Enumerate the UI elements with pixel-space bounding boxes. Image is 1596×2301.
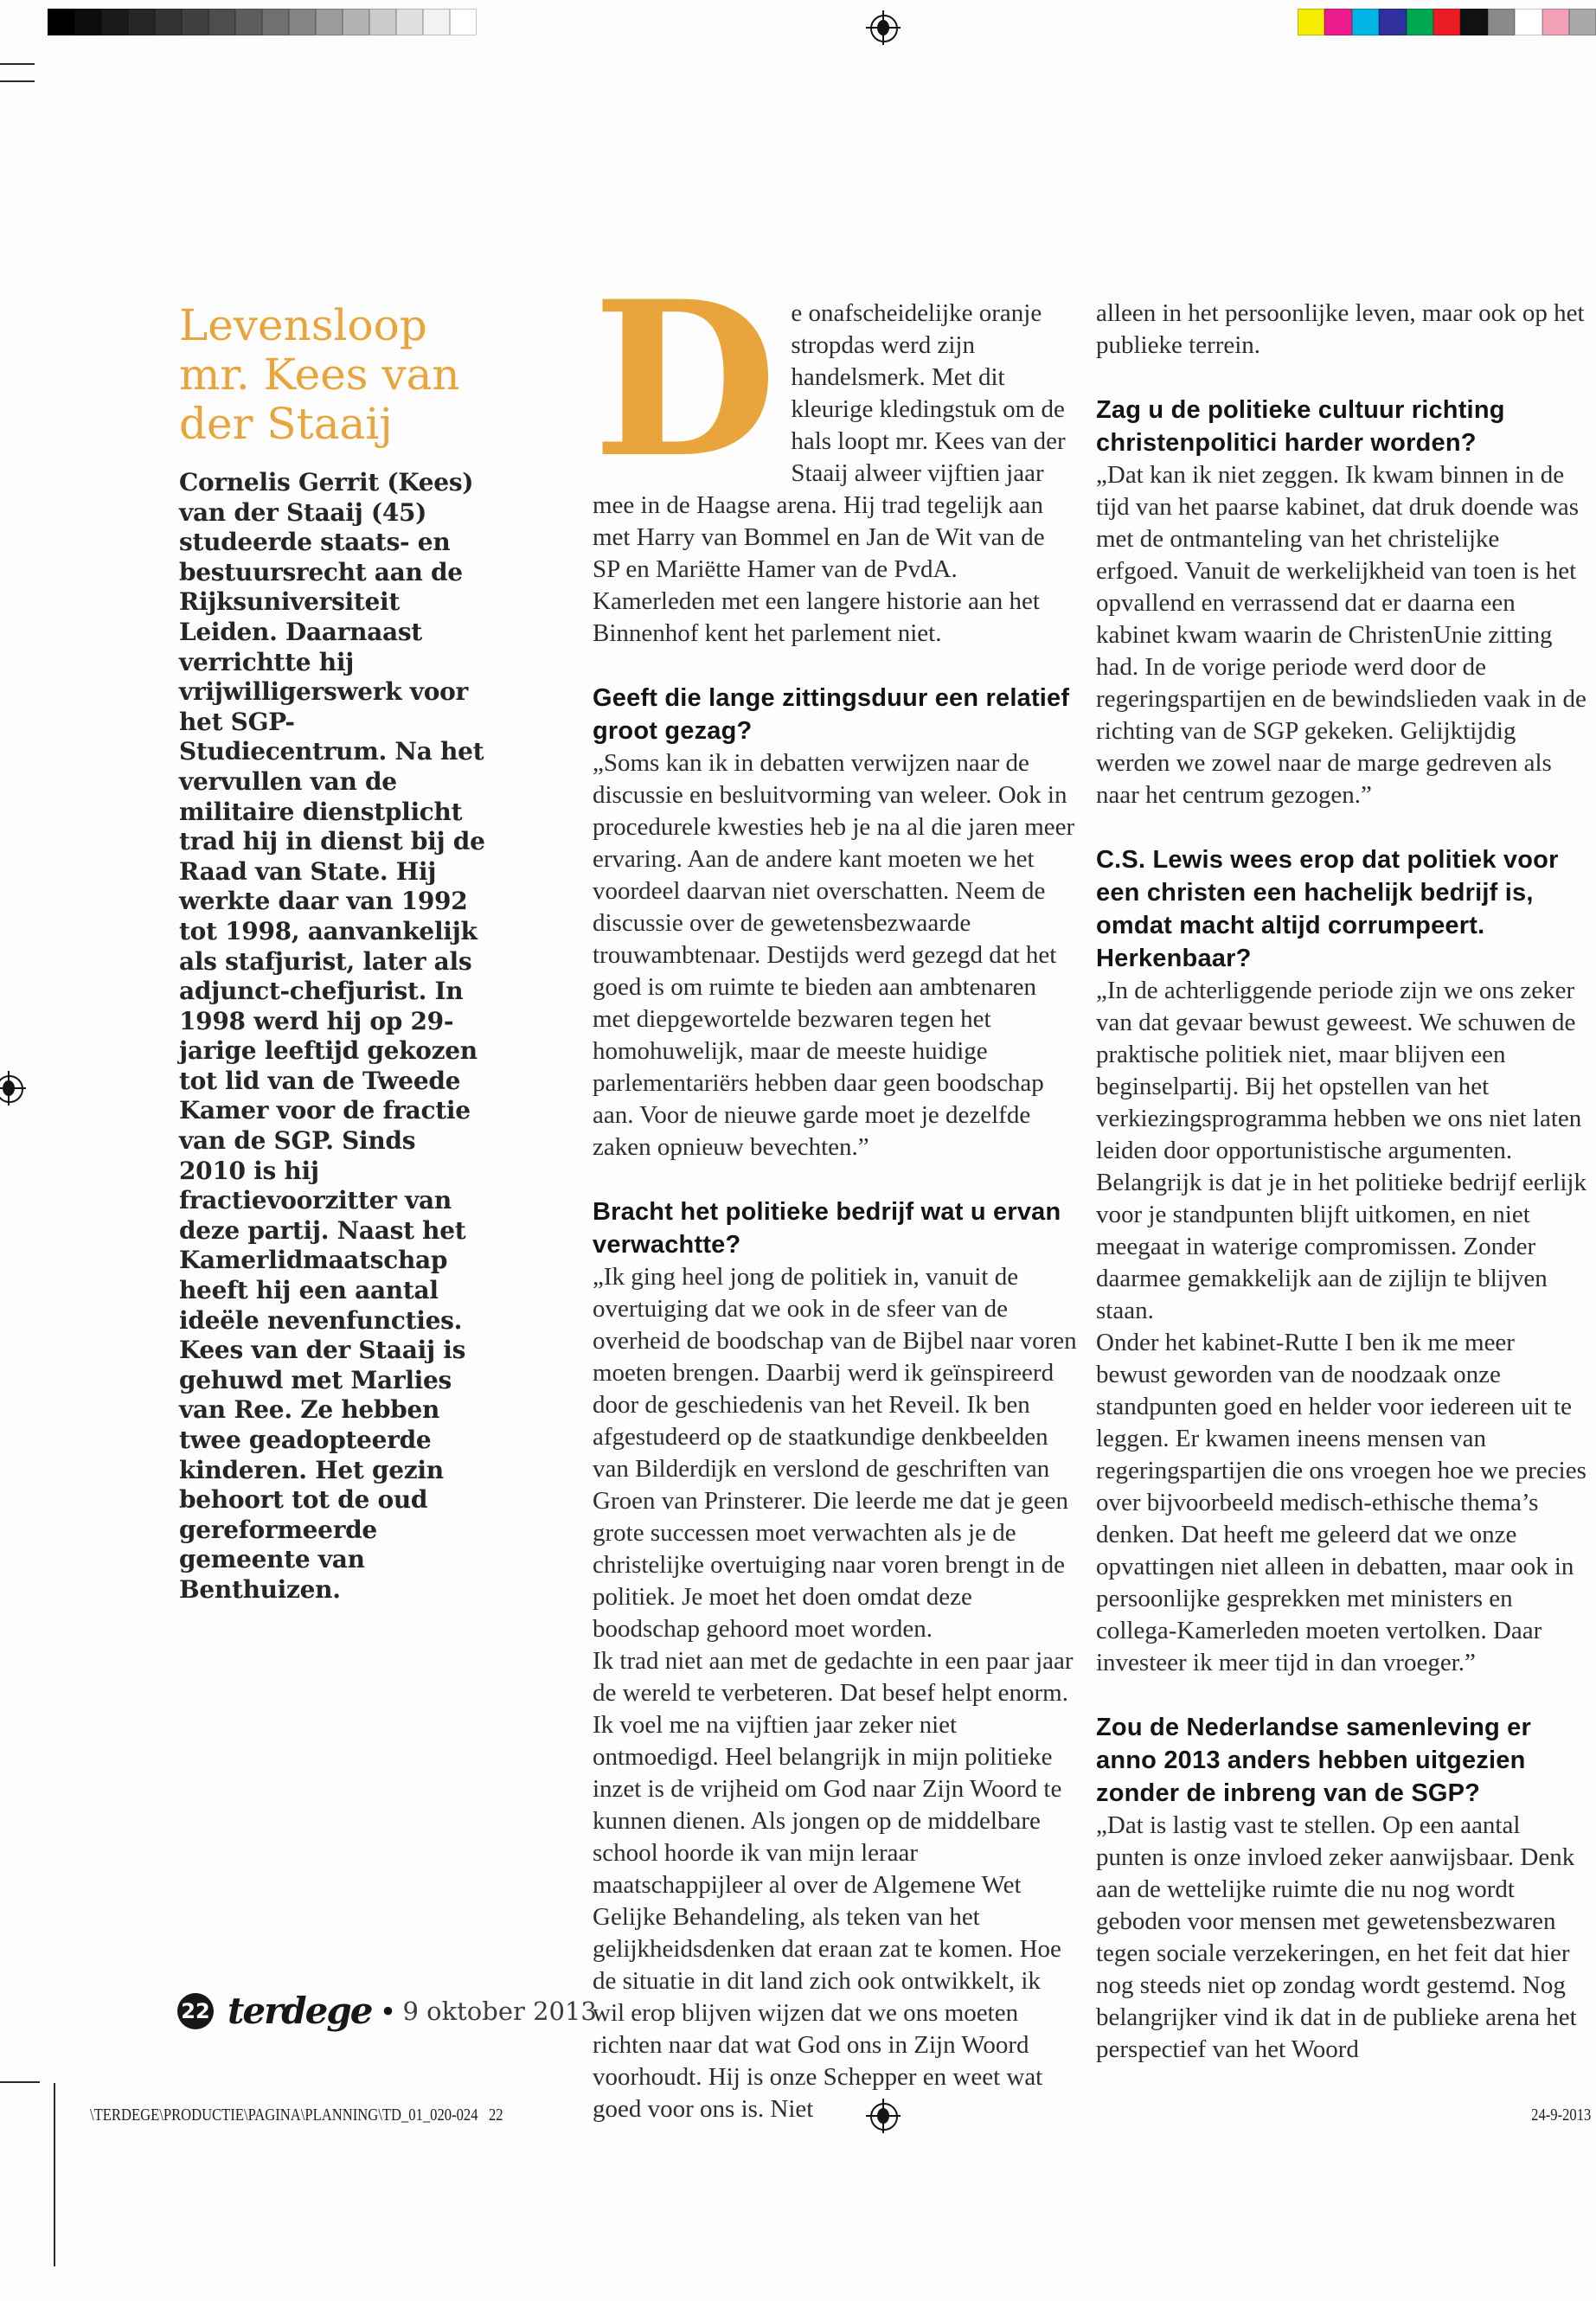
- color-swatch: [423, 9, 450, 35]
- color-swatch: [182, 9, 208, 35]
- grayscale-calibration-bar: [48, 9, 477, 35]
- color-swatch: [1542, 9, 1569, 35]
- registration-dot: [877, 20, 889, 35]
- registration-mark-icon: [866, 10, 901, 45]
- color-swatch: [1352, 9, 1379, 35]
- crop-mark: [0, 80, 35, 82]
- color-swatch: [343, 9, 369, 35]
- sidebar-biography-text: Cornelis Gerrit (Kees) van der Staaij (45) studeerde staats- en bestuursrecht aan de Rijksuniversiteit Leiden. Daarnaast verrichtte hij vrijwilligerswerk voor het SGP-Studiecentrum. Na het vervullen van de militaire dienstplicht trad hij in dienst bij de Raad van State. Hij werkte daar van 1992 tot 1998, aanvankelijk als stafjurist, later als adjunct-chefjurist. In 1998 werd hij op 29-jarige leeftijd gekozen tot lid van de Tweede Kamer voor de fractie van de SGP. Sinds 2010 is hij fractievoorzitter van deze partij. Naast het Kamerlidmaatschap heeft hij een aantal ideële nevenfuncties. Kees van der Staaij is gehuwd met Marlies van Ree. Ze hebben twee geadopteerde kinderen. Het gezin behoort tot de oud gereformeerde gemeente van Benthuizen.: [179, 468, 485, 1604]
- interview-answer: „Dat kan ik niet zeggen. Ik kwam binnen in de tijd van het paarse kabinet, dat druk doende was met de ontmanteling van het christelijke erfgoed. Vanuit de werkelijkheid van toen is het opvallend en verrassend dat er daarna een kabinet kwam waarin de ChristenUnie zitting had. In de vorige periode werd door de regeringspartijen en de bewindslieden vaak in de richting van de SGP gekeken. Gelijktijdig werden we zowel naar de marge gedreven als naar het centrum gezogen.”: [1096, 461, 1586, 809]
- sidebar-levensloop: [179, 301, 487, 1606]
- color-swatch: [289, 9, 316, 35]
- color-swatch: [74, 9, 101, 35]
- color-swatch: [155, 9, 182, 35]
- color-swatch: [262, 9, 289, 35]
- color-swatch: [235, 9, 262, 35]
- drop-cap: D: [593, 255, 778, 505]
- interview-question: Zou de Nederlandse samenleving er anno 2013 anders hebben uitgezien zonder de inbreng van de SGP?: [1096, 1714, 1531, 1807]
- interview-answer: Ik trad niet aan met de gedachte in een paar jaar de wereld te verbeteren. Dat besef helpt enorm. Ik voel me na vijftien jaar zeker niet ontmoedigd. Heel belangrijk in mijn politieke inzet is de vrijheid om God naar Zijn Woord te kunnen dienen. Als jongen op de middelbare school hoorde ik van mijn leraar maatschappijleer al over de Algemene Wet Gelijke Behandeling, als teken van het gelijkheidsdenken dat eraan zat te komen. Hoe de situatie in dit land zich ook ontwikkelt, ik wil erop blijven wijzen dat we ons moeten richten naar dat wat God ons in Zijn Woord voorhoudt. Hij is onze Schepper en weet wat goed voor ons is. Niet: [593, 1647, 1074, 2123]
- interview-answer: „In de achterliggende periode zijn we ons zeker van dat gevaar bewust geweest. We schuwen de praktische politiek niet, maar blijven een beginselpartij. Bij het opstellen van het verkiezingsprogramma hebben we ons niet laten leiden door opportunistische argumenten. Belangrijk is dat je in het politieke bedrijf eerlijk voor je standpunten blijft uitkomen, en niet meegaat in waterige compromissen. Zonder daarmee gemakkelijk aan de zijlijn te blijven staan.: [1096, 977, 1586, 1324]
- sidebar-title-line: der Staaij: [179, 399, 393, 449]
- bullet-separator: •: [381, 1990, 394, 2030]
- interview-answer: „Soms kan ik in debatten verwijzen naar de discussie en besluitvorming van weleer. Ook in procedurele kwesties heb je na al die jaren meer ervaring. Aan de andere kant moeten we het voordeel daarvan niet overschatten. Neem de discussie over de gewetensbezwaarde trouwambtenaar. Destijds werd gezegd dat het goed is om ruimte te bieden aan ambtenaren met diepgewortelde bezwaren tegen het homohuwelijk, maar de meeste huidige parlementariërs hebben daar geen boodschap aan. Voor de nieuwe garde moet je dezelfde zaken opnieuw bevechten.”: [593, 749, 1075, 1161]
- color-swatch: [450, 9, 477, 35]
- interview-answer: Onder het kabinet-Rutte I ben ik me meer bewust geworden van de noodzaak onze standpunten goed en helder voor iedereen uit te leggen. Er kwamen ineens mensen van regeringspartijen die ons vroegen hoe we precies over bijvoorbeeld medisch-ethische thema’s denken. Dat heeft me geleerd dat we onze opvattingen niet alleen in debatten, maar ook in persoonlijke gesprekken met ministers en collega-Kamerleden moeten vertolken. Daar investeer ik meer tijd in dan vroeger.”: [1096, 1329, 1586, 1676]
- color-swatch: [316, 9, 343, 35]
- magazine-logo: terdege: [228, 1990, 372, 2032]
- color-swatch: [1407, 9, 1433, 35]
- interview-question: C.S. Lewis wees erop dat politiek voor een christen een hachelijk bedrijf is, omdat macht altijd corrumpeert. Herkenbaar?: [1096, 846, 1559, 972]
- color-swatch: [1569, 9, 1596, 35]
- crop-mark: [0, 63, 35, 65]
- color-swatch: [208, 9, 235, 35]
- color-swatch: [1515, 9, 1542, 35]
- page-number-badge: 22: [177, 1993, 214, 2029]
- color-swatch: [369, 9, 396, 35]
- color-swatch: [1379, 9, 1406, 35]
- color-swatch: [1460, 9, 1487, 35]
- registration-mark-icon: [0, 1071, 26, 1106]
- color-swatch: [128, 9, 155, 35]
- interview-answer: „Dat is lastig vast te stellen. Op een aantal punten is onze invloed zeker aanwijsbaar. Denk aan de wettelijke ruimte die nu nog wordt geboden voor mensen met gewetensbezwaren tegen sociale verzekeringen, en het feit dat hier nog steeds niet op zondag wordt gestemd. Nog belangrijker vind ik dat in de publieke arena het perspectief van het Woord: [1096, 1811, 1577, 2063]
- registration-dot: [3, 1080, 15, 1096]
- interview-answer-continued: alleen in het persoonlijke leven, maar ook op het publieke terrein.: [1096, 299, 1585, 359]
- production-file-path: \TERDEGE\PRODUCTIE\PAGINA\PLANNING\TD_01_020-024 22: [90, 2106, 503, 2125]
- lead-paragraph: [593, 255, 1077, 650]
- color-swatch: [1324, 9, 1351, 35]
- production-date: 24-9-2013: [1530, 2106, 1591, 2125]
- interview-answer: „Ik ging heel jong de politiek in, vanuit de overtuiging dat we ook in de sfeer van de overheid de boodschap van de Bijbel naar voren moeten brengen. Daarbij werd ik geïnspireerd door de geschiedenis van het Reveil. Ik ben afgestudeerd op de staatkundige denkbeelden van Bilderdijk en verslond de geschriften van Groen van Prinsterer. Die leerde me dat je geen grote successen moet verwachten als je de christelijke overtuiging naar voren brengt in de politiek. Je moet het doen omdat deze boodschap gehoord moet worden.: [593, 1263, 1077, 1643]
- cmyk-color-calibration-bar: [1298, 9, 1596, 35]
- color-swatch: [396, 9, 423, 35]
- sidebar-title: [179, 301, 487, 449]
- interview-question: Geeft die lange zittingsduur een relatief groot gezag?: [593, 684, 1070, 745]
- color-swatch: [1298, 9, 1324, 35]
- issue-date: 9 oktober 2013: [402, 1996, 597, 2026]
- crop-mark: [54, 2083, 55, 2266]
- interview-question: Bracht het politieke bedrijf wat u ervan verwachtte?: [593, 1198, 1061, 1259]
- color-swatch: [48, 9, 74, 35]
- interview-question: Zag u de politieke cultuur richting christenpolitici harder worden?: [1096, 396, 1505, 457]
- color-swatch: [1433, 9, 1460, 35]
- lead-text: e onafscheidelijke oranje stropdas werd zijn handelsmerk. Met dit kleurige kledingstuk om de hals loopt mr. Kees van der Staaij alweer vijftien jaar mee in de Haagse arena. Hij trad tegelijk aan met Harry van Bommel en Jan de Wit van de SP en Mariëtte Hamer van de PvdA. Kamerleden met een langere historie aan het Binnenhof kent het parlement niet.: [593, 299, 1066, 647]
- article-column-right: [1096, 298, 1587, 2066]
- sidebar-title-line: mr. Kees van: [179, 349, 460, 400]
- crop-mark: [0, 2081, 40, 2083]
- color-swatch: [1488, 9, 1515, 35]
- sidebar-title-line: Levensloop: [179, 300, 427, 350]
- article-column-middle: [593, 255, 1077, 2125]
- page-footer: [177, 1990, 597, 2032]
- color-swatch: [101, 9, 128, 35]
